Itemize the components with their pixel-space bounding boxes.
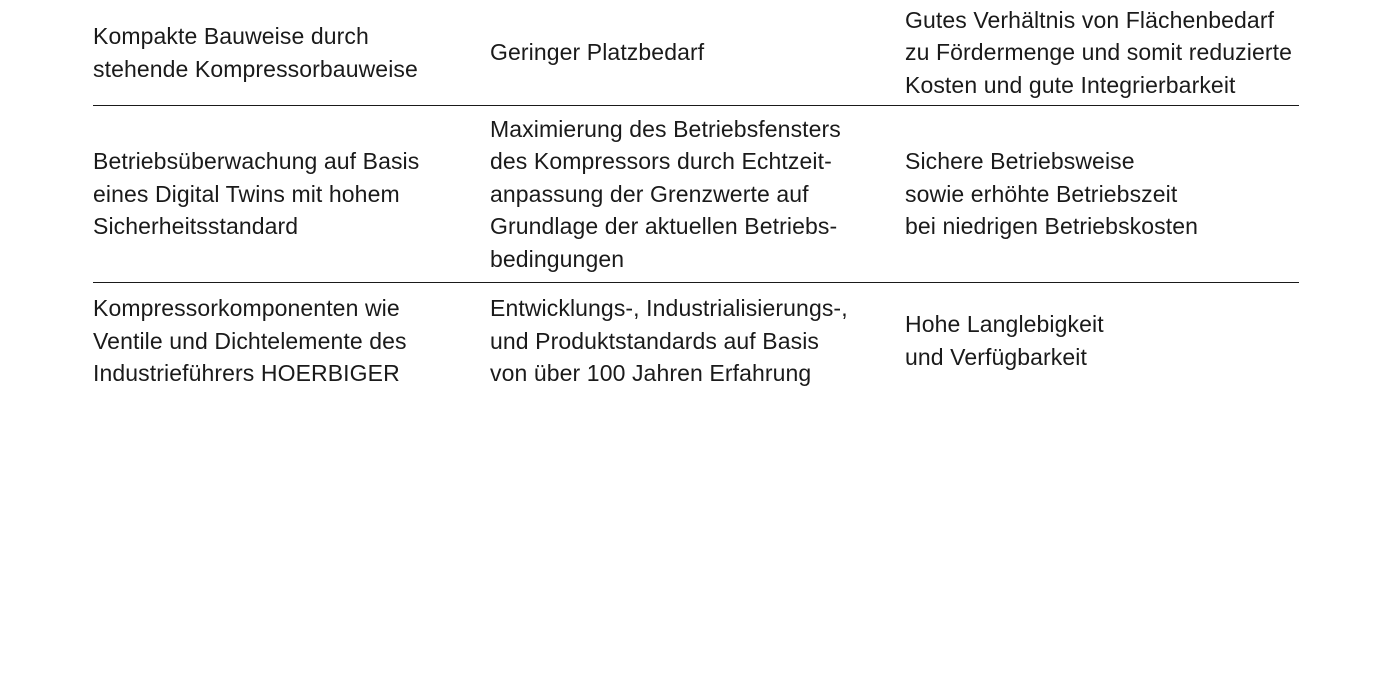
table-cell-benefit [490, 283, 905, 393]
feature-text: Kompakte Bauweise durch stehende Kompressorbauweise [93, 23, 418, 82]
result-text: Gutes Verhältnis von Flächenbedarf zu Fördermenge und somit reduzierte Kosten und gute Integrierbarkeit [905, 6, 1293, 98]
feature-benefit-table [93, 0, 1299, 393]
table-cell-result [905, 106, 1305, 282]
table-cell-feature [93, 106, 489, 282]
table-cell-benefit [490, 0, 905, 105]
feature-text: Betriebsüberwachung auf Basis eines Digital Twins mit hohem Sicherheitsstandard [93, 148, 420, 240]
table-cell-benefit [490, 106, 905, 282]
benefit-text: Maximierung des Betriebsfensters des Kompressors durch Echtzeit- anpassung der Grenzwerte auf Grundlage der aktuellen Betriebs- bedingungen [490, 115, 841, 272]
table-cell-result [905, 283, 1305, 393]
result-text: Hohe Langlebigkeit und Verfügbarkeit [905, 311, 1104, 370]
benefit-text: Geringer Platzbedarf [490, 39, 705, 66]
table-row [93, 283, 1299, 393]
table-cell-feature [93, 283, 489, 393]
table-cell-feature [93, 0, 489, 105]
table-cell-result [905, 0, 1305, 105]
benefit-text: Entwicklungs-, Industrialisierungs-, und Produktstandards auf Basis von über 100 Jahren Erfahrung [490, 295, 848, 386]
feature-text: Kompressorkomponenten wie Ventile und Dichtelemente des Industrieführers HOERBIGER [93, 295, 407, 386]
table-row [93, 106, 1299, 283]
result-text: Sichere Betriebsweise sowie erhöhte Betriebszeit bei niedrigen Betriebskosten [905, 148, 1199, 240]
table-row [93, 0, 1299, 106]
